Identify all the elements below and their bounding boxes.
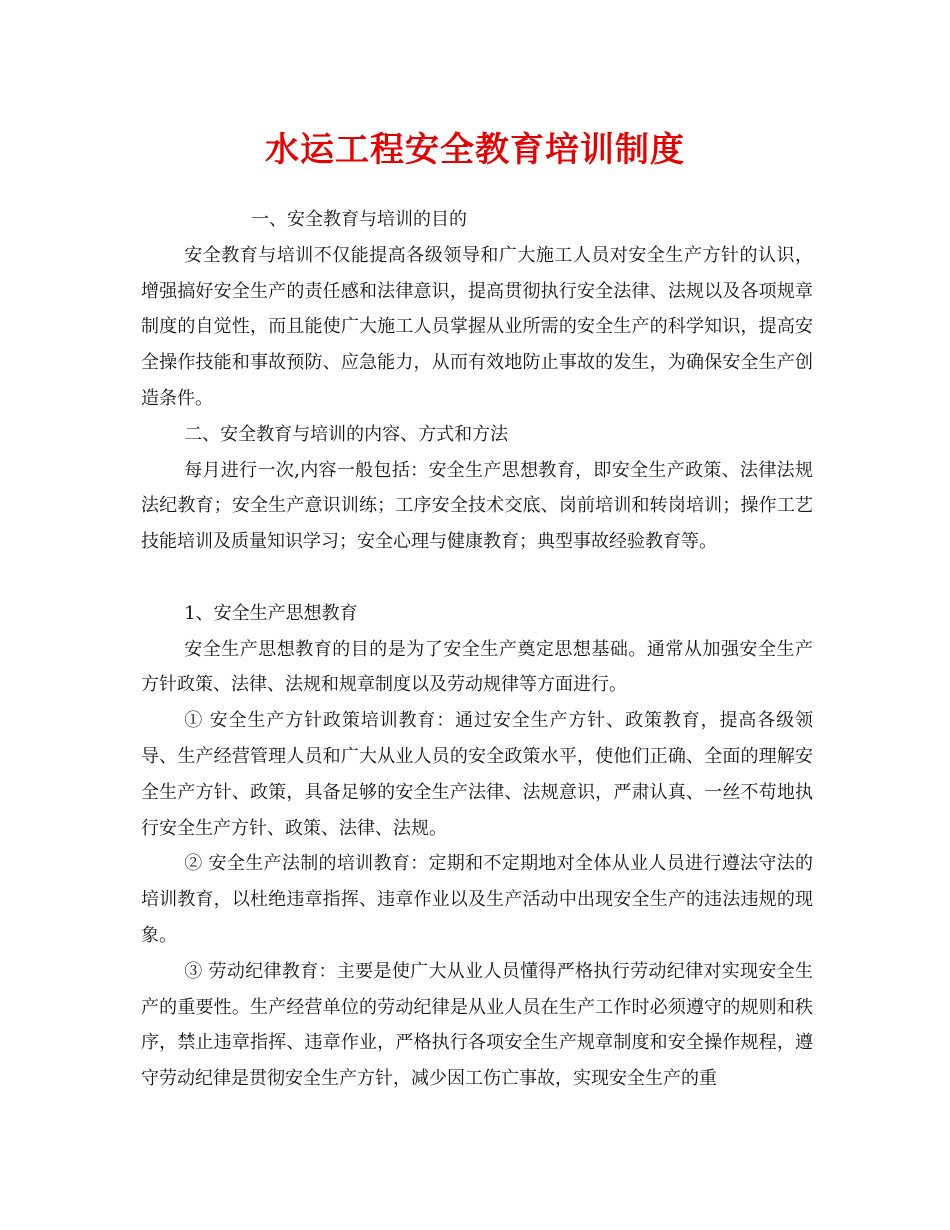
paragraph-purpose: 安全教育与培训不仅能提高各级领导和广大施工人员对安全生产方针的认识，增强搞好安全生产的责任感和法律意识，提高贯彻执行安全法律、法规以及各项规章制度的自觉性，而且能使广大施工人员掌握从业所需的安全生产的科学知识，提高安全操作技能和事故预防、应急能力，从而有效地防止事故的发生，为确保安全生产创造条件。 (141, 244, 813, 409)
section-heading-1: 一、安全教育与培训的目的 (251, 209, 467, 230)
document-body (141, 202, 813, 1097)
paragraph-item-1: ① 安全生产方针政策培训教育：通过安全生产方针、政策教育，提高各级领导、生产经营管理人员和广大从业人员的安全政策水平，使他们正确、全面的理解安全生产方针、政策，具备足够的安全生产法律、法规意识，严肃认真、一丝不苟地执行安全生产方针、政策、法律、法规。 (141, 710, 813, 839)
paragraph-ideology: 安全生产思想教育的目的是为了安全生产奠定思想基础。通常从加强安全生产方针政策、法律、法规和规章制度以及劳动规律等方面进行。 (141, 638, 813, 696)
subsection-heading-1: 1、安全生产思想教育 (184, 602, 358, 624)
document-title: 水运工程安全教育培训制度 (265, 130, 685, 170)
paragraph-item-3: ③ 劳动纪律教育：主要是使广大从业人员懂得严格执行劳动纪律对实现安全生产的重要性。生产经营单位的劳动纪律是从业人员在生产工作时必须遵守的规则和秩序，禁止违章指挥、违章作业，严格执行各项安全生产规章制度和安全操作规程，遵守劳动纪律是贯彻安全生产方针，减少因工伤亡事故，实现安全生产的重 (141, 960, 813, 1090)
section-heading-2: 二、安全教育与培训的内容、方式和方法 (184, 423, 509, 445)
blank-line (141, 560, 813, 596)
paragraph-item-2: ② 安全生产法制的培训教育：定期和不定期地对全体从业人员进行遵法守法的培训教育，以杜绝违章指挥、违章作业以及生产活动中出现安全生产的违法违规的现象。 (141, 853, 813, 946)
paragraph-content: 每月进行一次,内容一般包括：安全生产思想教育，即安全生产政策、法律法规法纪教育；安全生产意识训练；工序安全技术交底、岗前培训和转岗培训；操作工艺技能培训及质量知识学习；安全心理与健康教育；典型事故经验教育等。 (141, 459, 813, 553)
